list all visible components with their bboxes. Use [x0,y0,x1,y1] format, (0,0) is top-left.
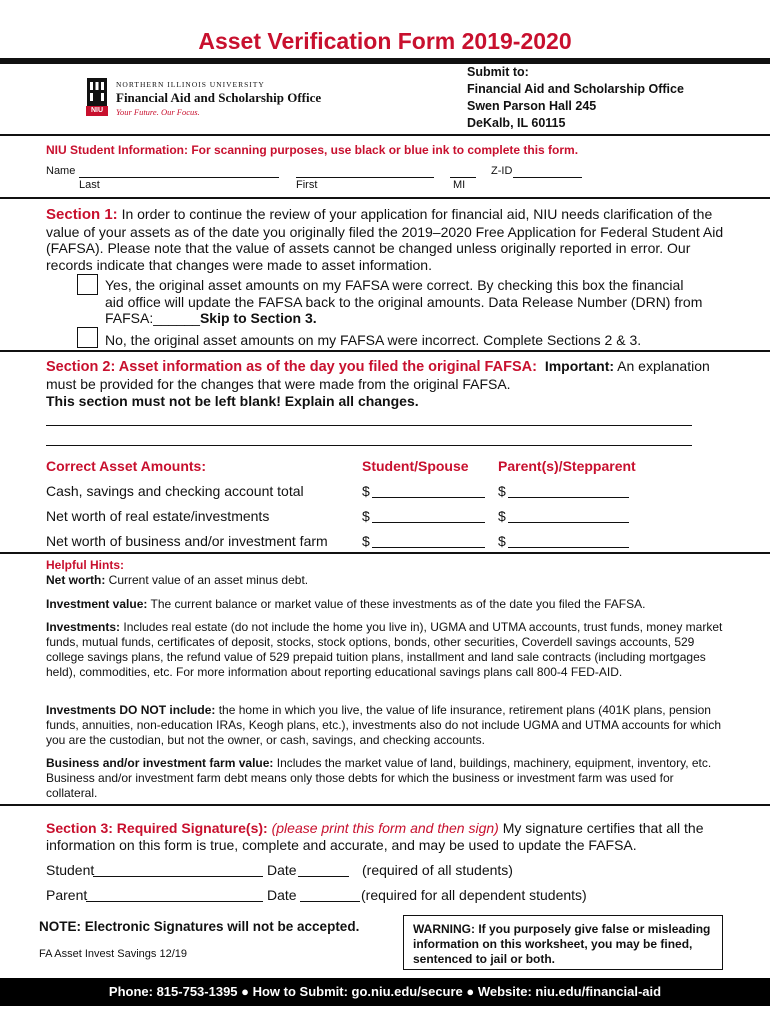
option-no-label: No, the original asset amounts on my FAFSA were incorrect. Complete Sections 2 & 3. [105,332,642,348]
hint-term: Business and/or investment farm value: [46,756,274,770]
hint-term: Net worth: [46,573,106,587]
hint-text: the home in which you live, the value of life insurance, retirement plans (401K plans, pension funds, annuities, non-education IRAs, Keogh plans, etc.), investments also do not include UGMA and UTMA accounts for which you are the custodian, but not the owner, or cash, savings, and checking accounts. [46,703,722,747]
explanation-line-1[interactable] [46,425,692,426]
student-signature-line[interactable] [93,876,263,877]
option-yes-label: Yes, the original asset amounts on my FAFSA were correct. By checking this box the financial aid office will update the FAFSA back to the original amounts. Data Release Number (DRN) from FAFSA: [105,277,703,326]
section2-intro [46,358,736,392]
option-yes-checkbox[interactable] [77,274,98,295]
important-text: An explanation must be provided for the changes that were made from the original FAFSA. [46,358,710,392]
hint-text: Current value of an asset minus debt. [108,573,309,587]
submit-line2: Swen Parson Hall 245 [467,99,597,113]
section3-heading: Section 3: Required Signature(s): [46,820,268,836]
drn-blank[interactable]: ______ [153,310,200,326]
row-label: Net worth of business and/or investment farm [46,533,328,549]
zid-line[interactable] [513,177,582,178]
row-parent-dollar: $ [498,508,506,524]
section1-intro [46,206,726,273]
student-sign-label: Student [46,862,95,878]
footer-bar: Phone: 815-753-1395 ● How to Submit: go.niu.edu/secure ● Website: niu.edu/financial-aid [0,978,770,1006]
row-parent-input[interactable] [508,497,629,498]
section3-text: My signature certifies that all the information on this form is true, complete and accurate, and may be used to update the FAFSA. [46,820,704,853]
divider [0,552,770,554]
hint-text: Includes real estate (do not include the home you live in), UGMA and UTMA accounts, trust funds, money market funds, mutual funds, certificates of deposit, stocks, stock options, bonds, other securities, Coverdell savings accounts, 529 college savings plans, the refund value of 529 prepaid tuition plans, installment and land sale contracts (including mortgages held), commodities, etc. For more information about reporting educational savings plans call 800-4 FED-AID. [46,620,723,679]
submit-address [467,64,684,132]
submit-line3: DeKalb, IL 60115 [467,116,566,130]
row-student-dollar: $ [362,533,370,549]
parent-signature-line[interactable] [86,901,263,902]
mi-label: MI [453,179,466,191]
hint-term: Investments DO NOT include: [46,703,216,717]
row-parent-dollar: $ [498,483,506,499]
section3-intro [46,820,726,853]
row-student-input[interactable] [372,497,485,498]
divider [0,197,770,199]
name-label: Name [46,165,76,177]
logo-tagline: Your Future. Our Focus. [116,107,200,117]
row-parent-input[interactable] [508,522,629,523]
row-student-input[interactable] [372,522,485,523]
form-id: FA Asset Invest Savings 12/19 [39,948,187,960]
mi-line[interactable] [450,177,476,178]
col-student: Student/Spouse [362,458,469,474]
last-label: Last [79,179,100,191]
row-student-dollar: $ [362,508,370,524]
section2-heading: Section 2: Asset information as of the day you filed the original FAFSA: [46,359,537,375]
zid-label: Z-ID [491,165,513,177]
hint-term: Investment value: [46,597,148,611]
col-label: Correct Asset Amounts: [46,458,206,474]
logo-office: Financial Aid and Scholarship Office [116,90,322,105]
hint-item [46,620,726,680]
esign-note: NOTE: Electronic Signatures will not be accepted. [39,919,360,934]
row-student-input[interactable] [372,547,485,548]
divider [0,134,770,136]
row-student-dollar: $ [362,483,370,499]
parent-date-line[interactable] [300,901,360,902]
row-parent-input[interactable] [508,547,629,548]
student-date-label: Date [267,862,297,878]
hint-item [46,573,726,588]
parent-sign-label: Parent [46,887,88,903]
row-label: Net worth of real estate/investments [46,508,270,524]
student-info-heading: NIU Student Information: For scanning purposes, use black or blue ink to complete this form. [46,143,579,157]
niu-mark: NIU [90,107,104,114]
hint-text: Includes the market value of land, buildings, machinery, equipment, inventory, etc. Business and/or investment farm debt means only those debts for which the business or investment farm was used for collateral. [46,756,712,800]
submit-line1: Financial Aid and Scholarship Office [467,82,684,96]
last-name-line[interactable] [79,177,279,178]
important-label: Important: [544,358,615,374]
niu-logo [86,76,331,120]
section1-heading: Section 1: [46,206,118,223]
logo-university: NORTHERN ILLINOIS UNIVERSITY [116,80,265,89]
form-title: Asset Verification Form 2019-2020 [198,28,572,54]
row-parent-dollar: $ [498,533,506,549]
explanation-line-2[interactable] [46,445,692,446]
hint-item [46,756,726,801]
section3-italic: (please print this form and then sign) [271,820,499,836]
submit-heading: Submit to: [467,65,529,79]
parent-note: (required for all dependent students) [361,887,587,903]
option-yes-text [105,277,705,327]
section1-text: In order to continue the review of your application for financial aid, NIU needs clarification of the value of your assets as of the date you originally filed the 2019–2020 Free Application for Federal Student Aid (FAFSA). Please note that the value of assets cannot be changed unless originally reported in error. Our records indicate that changes were made to asset information. [46,206,724,273]
first-name-line[interactable] [296,177,434,178]
student-note: (required of all students) [362,862,513,878]
section2-must: This section must not be left blank! Explain all changes. [46,393,419,409]
first-label: First [296,179,318,191]
hints-heading: Helpful Hints: [46,558,124,572]
hint-text: The current balance or market value of these investments as of the date you filed the FAFSA. [150,597,646,611]
hint-item [46,597,726,612]
parent-date-label: Date [267,887,297,903]
hint-item [46,703,726,748]
divider [0,804,770,806]
skip-to-section3: Skip to Section 3. [199,310,317,326]
hint-term: Investments: [46,620,121,634]
student-date-line[interactable] [298,876,349,877]
warning-box: WARNING: If you purposely give false or misleading information on this worksheet, you may be fined, sentenced to jail or both. [403,915,723,970]
col-parent: Parent(s)/Stepparent [498,458,636,474]
row-label: Cash, savings and checking account total [46,483,304,499]
option-no-checkbox[interactable] [77,327,98,348]
divider [0,350,770,352]
